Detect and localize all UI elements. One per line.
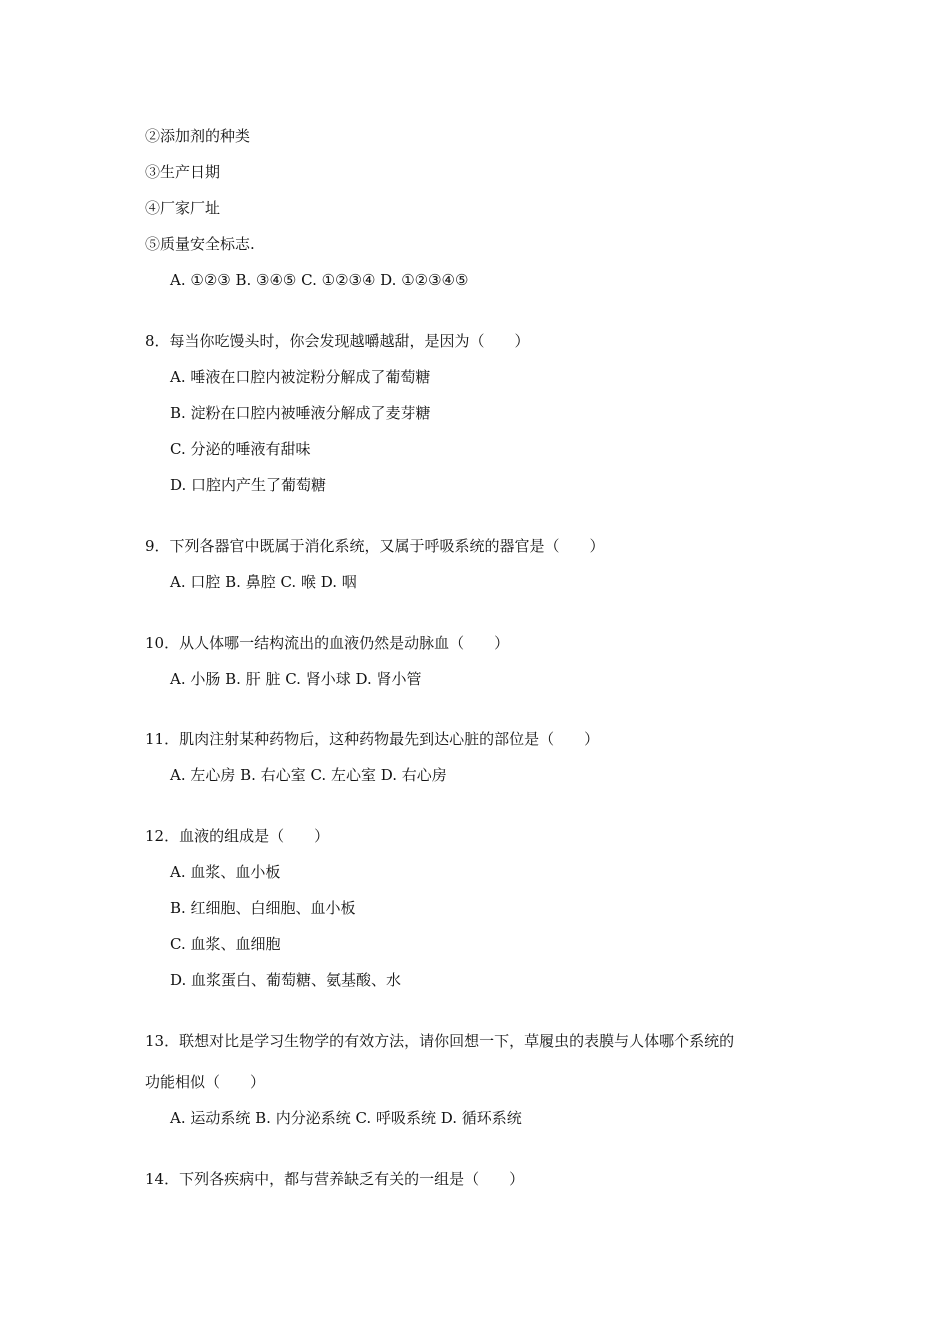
q9-options: A. 口腔 B. 鼻腔 C. 喉 D. 咽	[170, 573, 357, 591]
q8-stem: 8．每当你吃馒头时，你会发现越嚼越甜，是因为（ ）	[145, 332, 530, 350]
q12-stem: 12．血液的组成是（ ）	[145, 827, 330, 845]
q13-options: A. 运动系统 B. 内分泌系统 C. 呼吸系统 D. 循环系统	[170, 1109, 522, 1127]
q12-option-b: B. 红细胞、白细胞、血小板	[170, 899, 356, 917]
q7-item-2: ②添加剂的种类	[145, 127, 251, 145]
q10-options: A. 小肠 B. 肝 脏 C. 肾小球 D. 肾小管	[170, 670, 422, 688]
q8-option-a: A. 唾液在口腔内被淀粉分解成了葡萄糖	[170, 368, 431, 386]
q12-option-d: D. 血浆蛋白、葡萄糖、氨基酸、水	[170, 971, 402, 989]
q12-option-a: A. 血浆、血小板	[170, 863, 281, 881]
q8-option-c: C. 分泌的唾液有甜味	[170, 440, 311, 458]
q7-options: A. ①②③ B. ③④⑤ C. ①②③④ D. ①②③④⑤	[170, 271, 469, 289]
q10-stem: 10．从人体哪一结构流出的血液仍然是动脉血（ ）	[145, 634, 510, 652]
q8-option-b: B. 淀粉在口腔内被唾液分解成了麦芽糖	[170, 404, 431, 422]
q8-option-d: D. 口腔内产生了葡萄糖	[170, 476, 327, 494]
q13-stem-line2: 功能相似（ ）	[145, 1073, 266, 1091]
q7-item-5: ⑤质量安全标志.	[145, 235, 255, 253]
q11-stem: 11．肌肉注射某种药物后，这种药物最先到达心脏的部位是（ ）	[145, 730, 600, 748]
q11-options: A. 左心房 B. 右心室 C. 左心室 D. 右心房	[170, 766, 447, 784]
q7-item-3: ③生产日期	[145, 163, 221, 181]
q9-stem: 9．下列各器官中既属于消化系统，又属于呼吸系统的器官是（ ）	[145, 537, 605, 555]
q14-stem: 14．下列各疾病中，都与营养缺乏有关的一组是（ ）	[145, 1170, 525, 1188]
q12-option-c: C. 血浆、血细胞	[170, 935, 281, 953]
q13-stem-line1: 13．联想对比是学习生物学的有效方法，请你回想一下，草履虫的表膜与人体哪个系统的	[145, 1032, 735, 1050]
q7-item-4: ④厂家厂址	[145, 199, 221, 217]
